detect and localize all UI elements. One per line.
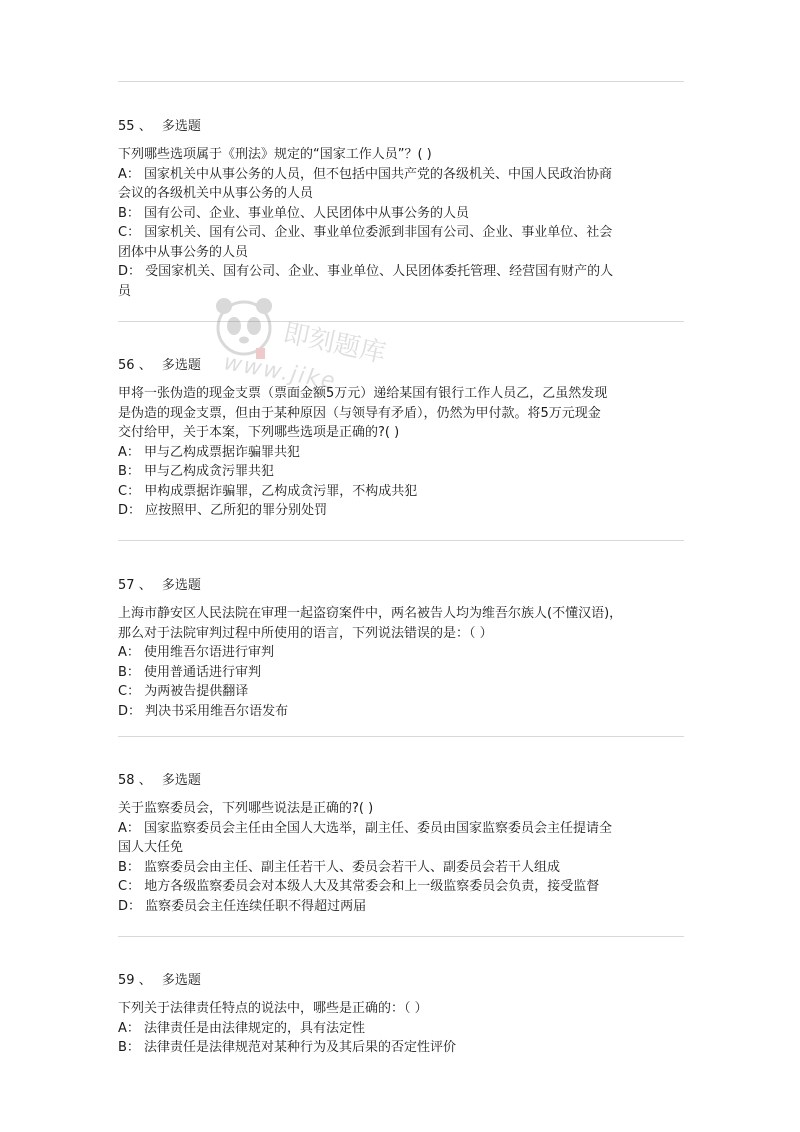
question-stem: 下列关于法律责任特点的说法中，哪些是正确的：（ ） [118, 1001, 428, 1016]
question-59 [118, 971, 684, 1058]
option-a: A： 甲与乙构成票据诈骗罪共犯 [118, 444, 301, 460]
option-d: D： 判决书采用维吾尔语发布 [118, 703, 289, 719]
option-a: A： 国家监察委员会主任由全国人大选举，副主任、委员由国家监察委员会主任提请全 [118, 820, 613, 836]
option-b: B： 监察委员会由主任、副主任若干人、委员会若干人、副委员会若干人组成 [118, 859, 561, 875]
question-55 [118, 117, 684, 301]
option-c: C： 甲构成票据诈骗罪，乙构成贪污罪，不构成共犯 [118, 483, 418, 499]
option-c: C： 地方各级监察委员会对本级人大及其常委会和上一级监察委员会负责，接受监督 [118, 879, 600, 894]
divider-55-56 [118, 321, 684, 322]
question-stem: 上海市静安区人民法院在审理一起盗窃案件中，两名被告人均为维吾尔族人(不懂汉语)， [118, 606, 623, 621]
question-number: 56 [118, 358, 135, 373]
question-number: 58 [118, 773, 135, 788]
option-b: B： 国有公司、企业、事业单位、人民团体中从事公务的人员 [118, 205, 470, 221]
option-b: B： 法律责任是法律规范对某种行为及其后果的否定性评价 [118, 1040, 457, 1055]
question-header [118, 117, 684, 137]
option-c-cont: 团体中从事公务的人员 [118, 244, 249, 260]
option-c: C： 国家机关、国有公司、企业、事业单位委派到非国有公司、企业、事业单位、社会 [118, 225, 613, 240]
question-header [118, 356, 684, 376]
option-b: B： 甲与乙构成贪污罪共犯 [118, 464, 275, 479]
question-type: 多选题 [161, 358, 201, 373]
question-type: 多选题 [161, 973, 201, 988]
question-separator: 、 [138, 773, 152, 788]
option-a: A： 法律责任是由法律规定的，具有法定性 [118, 1020, 366, 1036]
option-d: D： 受国家机关、国有公司、企业、事业单位、人民团体委托管理、经营国有财产的人 [118, 264, 614, 279]
question-type: 多选题 [161, 578, 201, 593]
option-a: A： 国家机关中从事公务的人员，但不包括中国共产党的各级机关、中国人民政治协商 [118, 166, 613, 182]
option-a-cont: 国人大任免 [118, 840, 184, 855]
question-header [118, 971, 684, 991]
divider-57-58 [118, 736, 684, 737]
question-number: 59 [118, 973, 135, 988]
question-56 [118, 356, 684, 521]
question-57 [118, 576, 684, 721]
option-d-cont: 员 [118, 283, 132, 299]
question-number: 55 [118, 119, 135, 134]
divider-56-57 [118, 540, 684, 541]
option-b: B： 使用普通话进行审判 [118, 664, 262, 680]
question-type: 多选题 [161, 119, 201, 134]
question-stem: 关于监察委员会，下列哪些说法是正确的?( ) [118, 801, 374, 816]
watermark-url: www.jike [221, 350, 339, 395]
question-separator: 、 [138, 358, 152, 373]
divider-top [118, 81, 684, 82]
option-d: D： 监察委员会主任连续任职不得超过两届 [118, 898, 367, 914]
question-number: 57 [118, 578, 135, 593]
option-a-cont: 会议的各级机关中从事公务的人员 [118, 186, 314, 201]
question-separator: 、 [138, 973, 152, 988]
question-stem: 下列哪些选项属于《刑法》规定的“国家工作人员”？( ) [118, 147, 432, 162]
question-stem: 甲将一张伪造的现金支票（票面金额5万元）递给某国有银行工作人员乙，乙虽然发现 [118, 386, 608, 401]
option-d: D： 应按照甲、乙所犯的罪分别处罚 [118, 503, 328, 518]
question-header [118, 771, 684, 791]
question-stem-cont: 是伪造的现金支票，但由于某种原因（与领导有矛盾），仍然为甲付款。将5万元现金 [118, 405, 601, 421]
question-58 [118, 771, 684, 916]
question-separator: 、 [138, 119, 152, 134]
question-type: 多选题 [161, 773, 201, 788]
question-stem-cont: 交付给甲，关于本案，下列哪些选项是正确的?( ) [118, 425, 400, 440]
question-stem-cont: 那么对于法院审判过程中所使用的语言，下列说法错误的是：（ ） [118, 625, 493, 641]
option-c: C： 为两被告提供翻译 [118, 684, 249, 699]
question-separator: 、 [138, 578, 152, 593]
watermark-brand: 即刻题库 [280, 318, 389, 370]
question-header [118, 576, 684, 596]
divider-58-59 [118, 936, 684, 937]
option-a: A： 使用维吾尔语进行审判 [118, 645, 275, 660]
